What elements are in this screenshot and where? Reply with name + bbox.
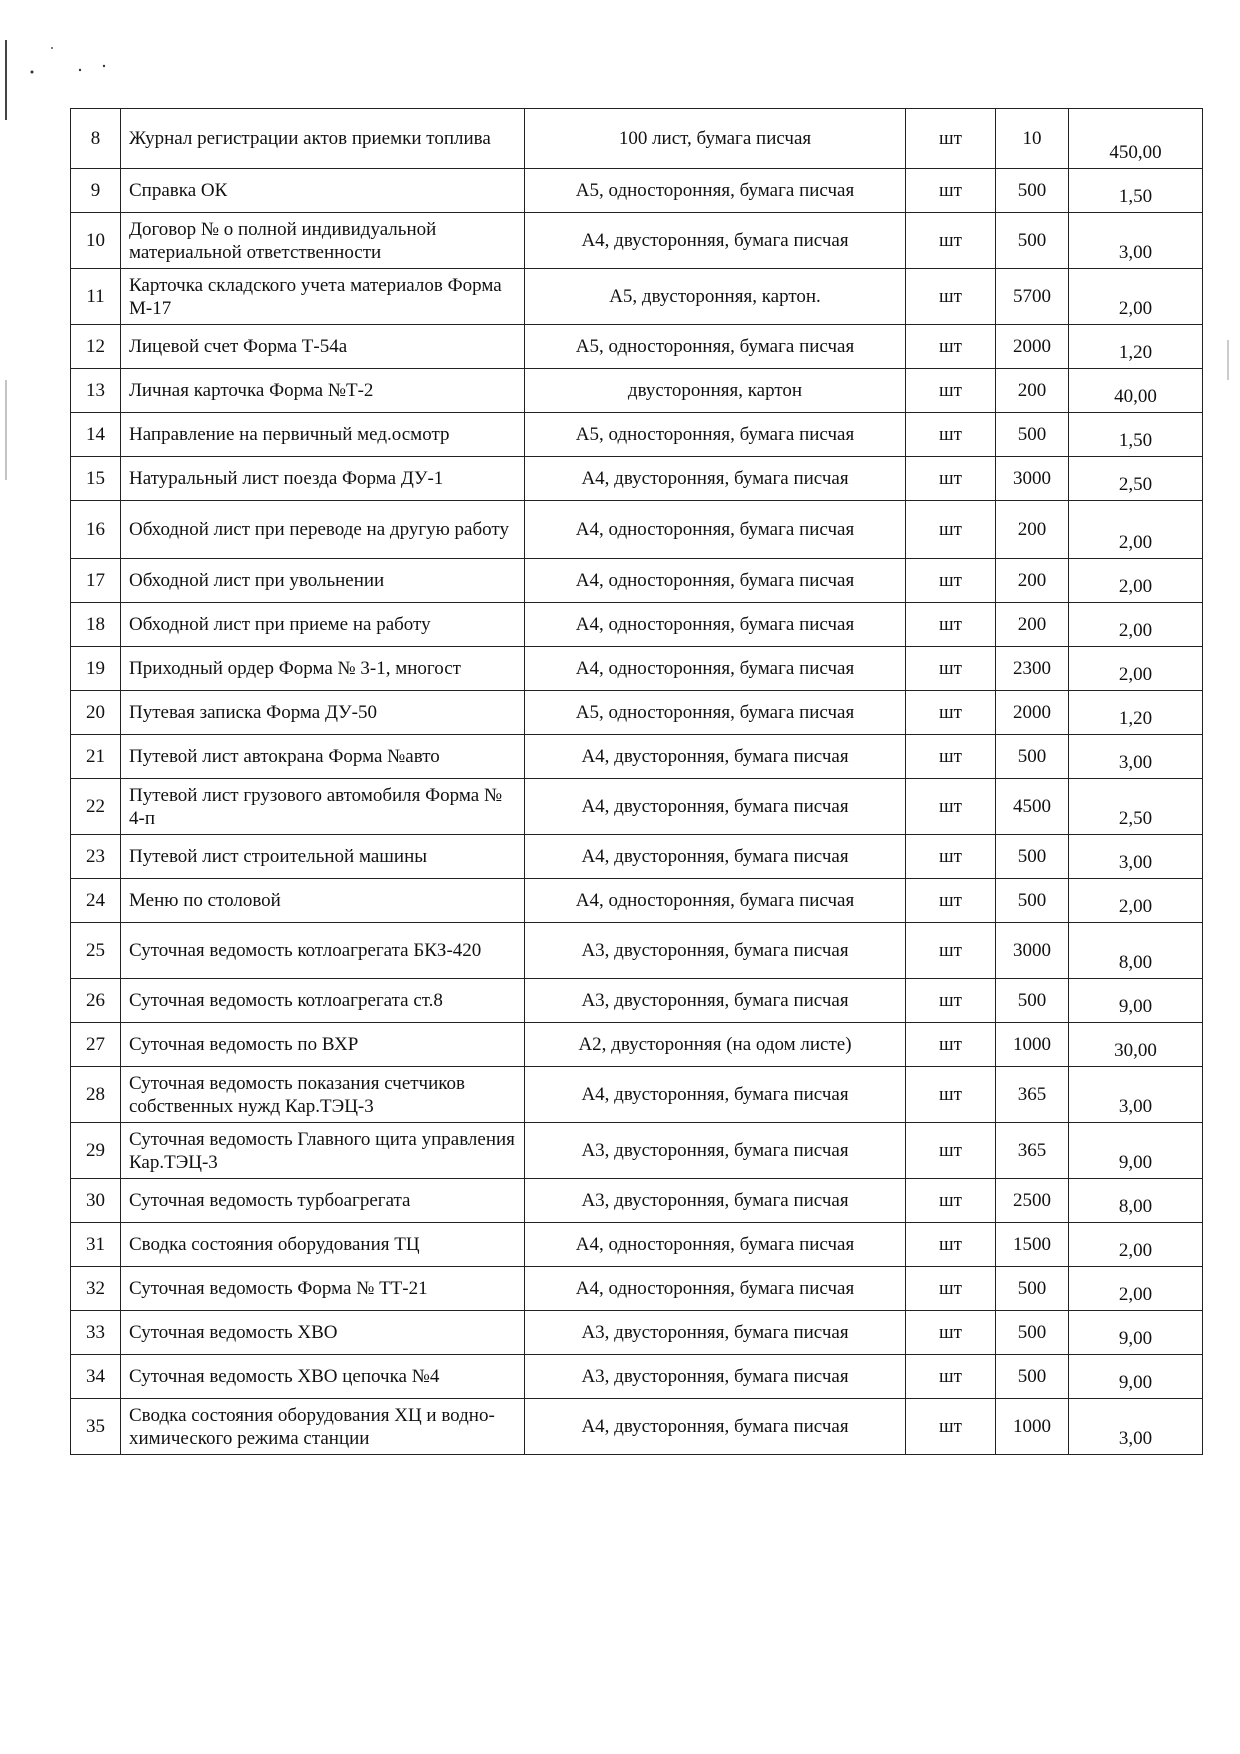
cell-price: 2,00 (1069, 647, 1203, 691)
cell-price: 3,00 (1069, 213, 1203, 269)
cell-num: 18 (71, 603, 121, 647)
cell-name: Сводка состояния оборудования ТЦ (121, 1223, 525, 1267)
cell-qty: 200 (996, 501, 1069, 559)
cell-price: 8,00 (1069, 923, 1203, 979)
cell-num: 34 (71, 1355, 121, 1399)
cell-num: 20 (71, 691, 121, 735)
cell-qty: 500 (996, 213, 1069, 269)
cell-qty: 10 (996, 109, 1069, 169)
cell-price: 1,20 (1069, 691, 1203, 735)
cell-name: Суточная ведомость по ВХР (121, 1023, 525, 1067)
cell-price: 2,00 (1069, 1223, 1203, 1267)
cell-desc: А4, двусторонняя, бумага писчая (525, 835, 906, 879)
cell-unit: шт (906, 691, 996, 735)
cell-desc: А5, односторонняя, бумага писчая (525, 169, 906, 213)
cell-unit: шт (906, 835, 996, 879)
cell-price: 2,00 (1069, 501, 1203, 559)
cell-unit: шт (906, 1023, 996, 1067)
cell-qty: 500 (996, 1355, 1069, 1399)
cell-name: Путевой лист автокрана Форма №авто (121, 735, 525, 779)
cell-num: 33 (71, 1311, 121, 1355)
cell-qty: 500 (996, 735, 1069, 779)
table-row (71, 879, 1203, 923)
cell-name: Приходный ордер Форма № 3-1, многост (121, 647, 525, 691)
cell-qty: 2500 (996, 1179, 1069, 1223)
cell-num: 16 (71, 501, 121, 559)
cell-qty: 365 (996, 1123, 1069, 1179)
table-row (71, 213, 1203, 269)
cell-desc: двусторонняя, картон (525, 369, 906, 413)
cell-price: 2,50 (1069, 457, 1203, 501)
cell-desc: А4, двусторонняя, бумага писчая (525, 213, 906, 269)
cell-qty: 200 (996, 603, 1069, 647)
cell-qty: 365 (996, 1067, 1069, 1123)
table-row (71, 1067, 1203, 1123)
cell-desc: А4, односторонняя, бумага писчая (525, 501, 906, 559)
table-row (71, 1123, 1203, 1179)
cell-unit: шт (906, 213, 996, 269)
cell-qty: 1000 (996, 1023, 1069, 1067)
cell-unit: шт (906, 109, 996, 169)
cell-unit: шт (906, 647, 996, 691)
cell-unit: шт (906, 457, 996, 501)
cell-unit: шт (906, 603, 996, 647)
cell-desc: А3, двусторонняя, бумага писчая (525, 979, 906, 1023)
cell-num: 22 (71, 779, 121, 835)
cell-unit: шт (906, 369, 996, 413)
cell-name: Сводка состояния оборудования ХЦ и водно-химического режима станции (121, 1399, 525, 1455)
cell-desc: А4, односторонняя, бумага писчая (525, 1267, 906, 1311)
cell-num: 8 (71, 109, 121, 169)
cell-unit: шт (906, 1223, 996, 1267)
cell-num: 27 (71, 1023, 121, 1067)
cell-price: 2,00 (1069, 603, 1203, 647)
table-row (71, 457, 1203, 501)
cell-price: 40,00 (1069, 369, 1203, 413)
table-row (71, 1023, 1203, 1067)
cell-num: 30 (71, 1179, 121, 1223)
items-table-body (71, 109, 1203, 1455)
cell-desc: 100 лист, бумага писчая (525, 109, 906, 169)
cell-price: 2,00 (1069, 269, 1203, 325)
cell-desc: А4, односторонняя, бумага писчая (525, 879, 906, 923)
table-row (71, 1179, 1203, 1223)
cell-name: Суточная ведомость турбоагрегата (121, 1179, 525, 1223)
cell-name: Карточка складского учета материалов Форма М-17 (121, 269, 525, 325)
cell-unit: шт (906, 1311, 996, 1355)
cell-price: 3,00 (1069, 835, 1203, 879)
cell-unit: шт (906, 923, 996, 979)
table-row (71, 325, 1203, 369)
table-row (71, 369, 1203, 413)
cell-desc: А4, двусторонняя, бумага писчая (525, 779, 906, 835)
cell-num: 9 (71, 169, 121, 213)
cell-price: 9,00 (1069, 1355, 1203, 1399)
cell-desc: А3, двусторонняя, бумага писчая (525, 1355, 906, 1399)
cell-unit: шт (906, 1267, 996, 1311)
cell-name: Суточная ведомость ХВО цепочка №4 (121, 1355, 525, 1399)
cell-qty: 500 (996, 979, 1069, 1023)
cell-qty: 200 (996, 369, 1069, 413)
cell-desc: А3, двусторонняя, бумага писчая (525, 1123, 906, 1179)
cell-num: 13 (71, 369, 121, 413)
cell-unit: шт (906, 559, 996, 603)
cell-price: 2,00 (1069, 879, 1203, 923)
cell-name: Суточная ведомость Главного щита управления Кар.ТЭЦ-3 (121, 1123, 525, 1179)
cell-name: Суточная ведомость показания счетчиков собственных нужд Кар.ТЭЦ-3 (121, 1067, 525, 1123)
table-row (71, 1267, 1203, 1311)
table-row (71, 169, 1203, 213)
cell-price: 8,00 (1069, 1179, 1203, 1223)
cell-price: 9,00 (1069, 1311, 1203, 1355)
cell-name: Обходной лист при переводе на другую работу (121, 501, 525, 559)
cell-num: 32 (71, 1267, 121, 1311)
table-row (71, 691, 1203, 735)
cell-num: 26 (71, 979, 121, 1023)
cell-qty: 3000 (996, 457, 1069, 501)
cell-name: Личная карточка Форма №Т-2 (121, 369, 525, 413)
cell-name: Путевая записка Форма ДУ-50 (121, 691, 525, 735)
cell-desc: А5, односторонняя, бумага писчая (525, 691, 906, 735)
cell-name: Журнал регистрации актов приемки топлива (121, 109, 525, 169)
cell-desc: А5, односторонняя, бумага писчая (525, 325, 906, 369)
cell-unit: шт (906, 779, 996, 835)
cell-unit: шт (906, 879, 996, 923)
cell-qty: 3000 (996, 923, 1069, 979)
cell-price: 9,00 (1069, 1123, 1203, 1179)
items-table (70, 108, 1203, 1455)
cell-desc: А5, односторонняя, бумага писчая (525, 413, 906, 457)
cell-qty: 200 (996, 559, 1069, 603)
table-row (71, 109, 1203, 169)
cell-qty: 500 (996, 835, 1069, 879)
cell-price: 3,00 (1069, 1067, 1203, 1123)
cell-unit: шт (906, 1067, 996, 1123)
cell-num: 28 (71, 1067, 121, 1123)
cell-name: Договор № о полной индивидуальной материальной ответственности (121, 213, 525, 269)
table-row (71, 1399, 1203, 1455)
cell-num: 14 (71, 413, 121, 457)
cell-num: 24 (71, 879, 121, 923)
cell-desc: А3, двусторонняя, бумага писчая (525, 1179, 906, 1223)
cell-name: Путевой лист грузового автомобиля Форма № 4-п (121, 779, 525, 835)
cell-num: 29 (71, 1123, 121, 1179)
cell-num: 23 (71, 835, 121, 879)
table-row (71, 779, 1203, 835)
cell-name: Натуральный лист поезда Форма ДУ-1 (121, 457, 525, 501)
cell-unit: шт (906, 1123, 996, 1179)
cell-price: 3,00 (1069, 1399, 1203, 1455)
cell-desc: А2, двусторонняя (на одом листе) (525, 1023, 906, 1067)
cell-qty: 2000 (996, 325, 1069, 369)
cell-qty: 4500 (996, 779, 1069, 835)
cell-qty: 1500 (996, 1223, 1069, 1267)
cell-unit: шт (906, 413, 996, 457)
table-row (71, 413, 1203, 457)
cell-unit: шт (906, 269, 996, 325)
cell-unit: шт (906, 1355, 996, 1399)
cell-unit: шт (906, 735, 996, 779)
cell-price: 1,50 (1069, 413, 1203, 457)
table-row (71, 735, 1203, 779)
table-row (71, 603, 1203, 647)
cell-name: Обходной лист при увольнении (121, 559, 525, 603)
cell-desc: А4, односторонняя, бумага писчая (525, 1223, 906, 1267)
cell-unit: шт (906, 325, 996, 369)
cell-name: Лицевой счет Форма Т-54а (121, 325, 525, 369)
cell-name: Суточная ведомость Форма № ТТ-21 (121, 1267, 525, 1311)
cell-price: 2,00 (1069, 559, 1203, 603)
table-row (71, 835, 1203, 879)
table-row (71, 979, 1203, 1023)
cell-unit: шт (906, 1179, 996, 1223)
cell-num: 19 (71, 647, 121, 691)
cell-name: Путевой лист строительной машины (121, 835, 525, 879)
cell-qty: 2300 (996, 647, 1069, 691)
cell-price: 2,00 (1069, 1267, 1203, 1311)
cell-desc: А3, двусторонняя, бумага писчая (525, 1311, 906, 1355)
table-row (71, 647, 1203, 691)
cell-num: 17 (71, 559, 121, 603)
cell-unit: шт (906, 169, 996, 213)
cell-qty: 500 (996, 1311, 1069, 1355)
cell-num: 10 (71, 213, 121, 269)
cell-num: 12 (71, 325, 121, 369)
cell-price: 30,00 (1069, 1023, 1203, 1067)
cell-unit: шт (906, 1399, 996, 1455)
cell-desc: А4, двусторонняя, бумага писчая (525, 457, 906, 501)
cell-price: 9,00 (1069, 979, 1203, 1023)
cell-qty: 500 (996, 879, 1069, 923)
table-row (71, 923, 1203, 979)
cell-qty: 500 (996, 413, 1069, 457)
cell-price: 3,00 (1069, 735, 1203, 779)
cell-name: Меню по столовой (121, 879, 525, 923)
table-row (71, 1311, 1203, 1355)
cell-desc: А4, двусторонняя, бумага писчая (525, 1399, 906, 1455)
table-row (71, 1223, 1203, 1267)
cell-name: Справка ОК (121, 169, 525, 213)
cell-name: Направление на первичный мед.осмотр (121, 413, 525, 457)
cell-num: 35 (71, 1399, 121, 1455)
cell-price: 450,00 (1069, 109, 1203, 169)
cell-desc: А3, двусторонняя, бумага писчая (525, 923, 906, 979)
cell-desc: А4, односторонняя, бумага писчая (525, 603, 906, 647)
cell-unit: шт (906, 979, 996, 1023)
table-row (71, 269, 1203, 325)
cell-desc: А4, двусторонняя, бумага писчая (525, 735, 906, 779)
cell-name: Суточная ведомость ХВО (121, 1311, 525, 1355)
cell-desc: А4, двусторонняя, бумага писчая (525, 1067, 906, 1123)
cell-unit: шт (906, 501, 996, 559)
cell-num: 11 (71, 269, 121, 325)
table-row (71, 501, 1203, 559)
cell-qty: 500 (996, 1267, 1069, 1311)
cell-name: Суточная ведомость котлоагрегата БКЗ-420 (121, 923, 525, 979)
cell-name: Суточная ведомость котлоагрегата ст.8 (121, 979, 525, 1023)
cell-price: 2,50 (1069, 779, 1203, 835)
cell-num: 15 (71, 457, 121, 501)
table-row (71, 559, 1203, 603)
table-row (71, 1355, 1203, 1399)
cell-desc: А4, односторонняя, бумага писчая (525, 647, 906, 691)
cell-desc: А5, двусторонняя, картон. (525, 269, 906, 325)
cell-name: Обходной лист при приеме на работу (121, 603, 525, 647)
cell-qty: 500 (996, 169, 1069, 213)
cell-qty: 5700 (996, 269, 1069, 325)
cell-desc: А4, односторонняя, бумага писчая (525, 559, 906, 603)
cell-qty: 1000 (996, 1399, 1069, 1455)
cell-price: 1,50 (1069, 169, 1203, 213)
cell-num: 25 (71, 923, 121, 979)
cell-price: 1,20 (1069, 325, 1203, 369)
cell-num: 31 (71, 1223, 121, 1267)
cell-qty: 2000 (996, 691, 1069, 735)
cell-num: 21 (71, 735, 121, 779)
